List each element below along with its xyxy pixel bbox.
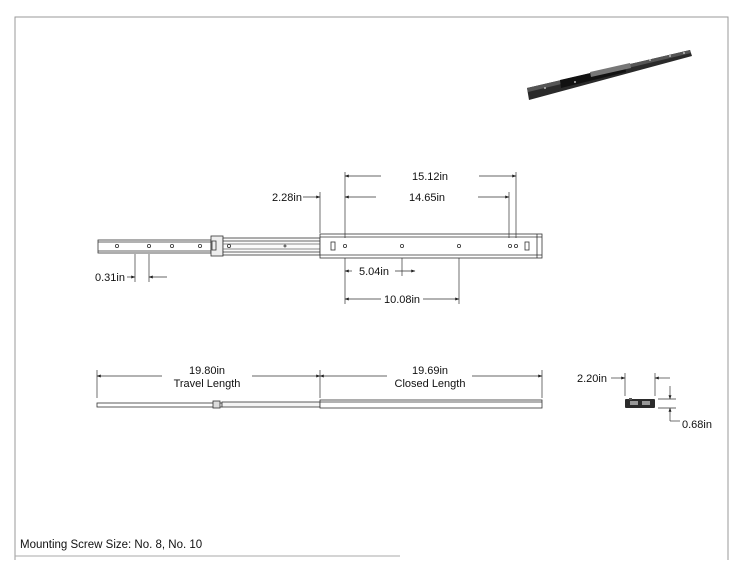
dim-closed-label: Closed Length	[394, 378, 466, 390]
sheet-border	[15, 17, 728, 560]
dim-profile-width: 2.20in	[577, 373, 607, 385]
dim-closed-value: 19.69in	[411, 365, 449, 377]
dim-hole-pitch-long: 10.08in	[383, 294, 421, 306]
end-profile	[625, 398, 655, 408]
dim-end-offset: 2.28in	[272, 192, 302, 204]
dim-travel-label: Travel Length	[173, 378, 241, 390]
side-view-dimension-lines	[97, 370, 542, 398]
dim-overall-top: 15.12in	[411, 171, 449, 183]
dim-holes-span: 14.65in	[408, 192, 446, 204]
iso-preview	[527, 50, 692, 100]
dim-profile-height: 0.68in	[682, 419, 712, 431]
side-view-slide	[97, 400, 542, 408]
end-profile-dimension-lines	[611, 373, 680, 421]
dim-hole-pitch-small: 0.31in	[95, 272, 125, 284]
dim-hole-pitch-mid: 5.04in	[359, 266, 389, 278]
top-view-slide	[98, 234, 542, 258]
mounting-screw-note: Mounting Screw Size: No. 8, No. 10	[20, 539, 203, 551]
dim-travel-value: 19.80in	[188, 365, 226, 377]
